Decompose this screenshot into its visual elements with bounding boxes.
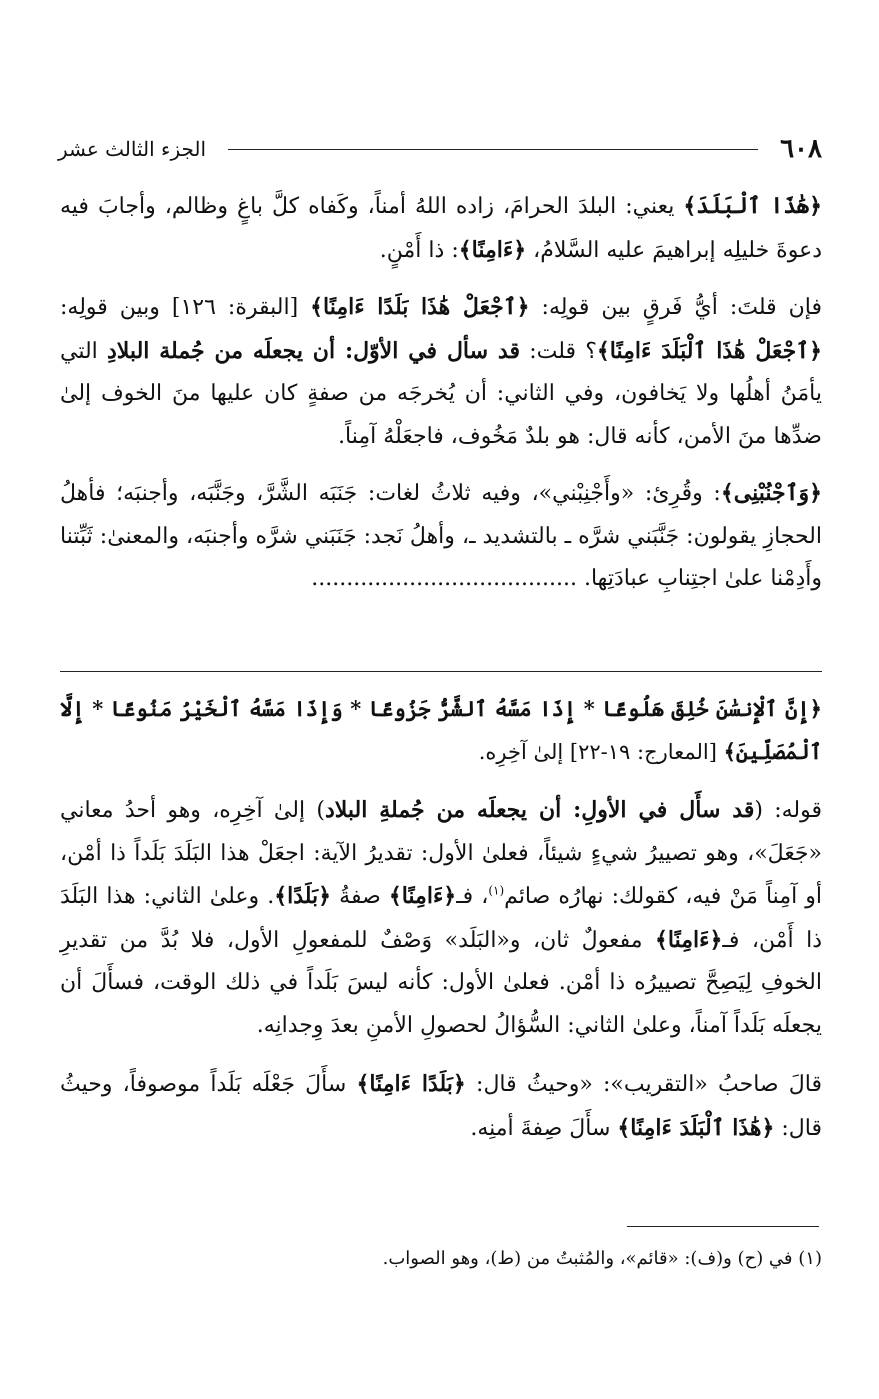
paragraph-text: صفةُ: [331, 884, 389, 909]
footnote-marker: (١): [488, 883, 505, 898]
paragraph-text: سأَلَ جَعْلَه بَلَداً موصوفاً، وحيثُ قال:: [60, 1072, 822, 1141]
main-paragraph-3: [60, 472, 822, 601]
main-paragraph-1: [60, 185, 822, 272]
paragraph-text: : وقُرِئ: «وأَجْنِبْني»، وفيه ثلاثُ لغات: جَنَبَه الشَّرَّ، وجَنَّبَه، وأجنبَه؛ فأهلُ الحجازِ يقولون: جَنَّبَني شرَّه ـ بالتشديد ـ، وأهلُ نَجد: جَنَبَني شرَّه وأجنبَه، والمعنىٰ: ثَبِّتنا وأَدِمْنا علىٰ اجتِنابِ عبادَتِها. ......................................: [60, 481, 822, 591]
paragraph-text: . وعلىٰ الثاني: هذا البَلَدَ ذا أَمْن، فـ: [60, 884, 822, 953]
paragraph-text: : ذا أَمْنٍ.: [379, 237, 459, 263]
paragraph-text: فإن قلتَ: أيُّ فَرقٍ بين قولِه:: [529, 295, 823, 320]
paragraph-text: ، فـ: [456, 884, 489, 909]
commentary-paragraph-2: [60, 1063, 822, 1150]
commentary-verse: [60, 688, 822, 773]
quran-quote: ﴿وَٱجْنُبْنِى﴾: [720, 480, 822, 506]
footnote-rule: [627, 1226, 819, 1227]
commentary: [60, 688, 822, 1150]
header-rule: [228, 149, 758, 150]
quran-quote: ﴿ءَامِنًا﴾: [388, 883, 457, 909]
paragraph-text: قالَ صاحبُ «التقريب»: «وحيثُ قال:: [465, 1072, 822, 1097]
quran-quote: ﴿ٱجْعَلْ هَٰذَا بَلَدًا ءَامِنًا﴾: [310, 294, 530, 320]
paragraph-text: سأَلَ صِفةَ أمنِه.: [470, 1115, 618, 1141]
quran-quote: ﴿هَٰذَا ٱلْبَلَدَ﴾: [683, 193, 822, 219]
quran-quote: ﴿إِنَّ ٱلْإِنسَٰنَ خُلِقَ هَلُوعًا * إِذَا مَسَّهُ ٱلشَّرُّ جَزُوعًا * وَإِذَا مَسَّهُ ٱلْخَيْرُ مَنُوعًا * إِلَّا ٱلْمُصَلِّينَ﴾: [60, 696, 822, 764]
quran-quote: ﴿ءَامِنًا﴾: [655, 926, 723, 953]
paragraph-text: [البقرة: ١٢٦] وبين قولِه:: [60, 295, 311, 320]
page-number: ٦٠٨: [780, 134, 822, 164]
main-paragraph-2: [60, 286, 822, 458]
footnote: (١) في (ح) و(ف): «قائم»، والمُثبتُ من (ط)، وهو الصواب.: [382, 1248, 822, 1269]
bold-phrase: قد سأل في الأوّل: أن يجعلَه من جُملة البلادِ: [107, 337, 520, 364]
paragraph-text: التي يأمَنُ أهلُها ولا يَخافون، وفي الثاني: أن يُخرجَه من صفةٍ كان عليها منَ الخوف إلىٰ ضدِّها منَ الأمن، كأنه قال: هو بلدٌ مَخُوف، فاجعَلْهُ آمِناً.: [60, 338, 822, 449]
quran-quote: ﴿ٱجْعَلْ هَٰذَا ٱلْبَلَدَ ءَامِنًا﴾: [596, 337, 822, 364]
paragraph-text: يعني: البلدَ الحرامَ، زاده اللهُ أمناً، وكَفاه كلَّ باغٍ وظالم، وأجابَ فيه دعوةَ خليلِه إبراهيمَ عليه السَّلامُ،: [60, 194, 822, 263]
quran-quote: ﴿ءَامِنًا﴾: [458, 236, 527, 263]
quran-quote: ﴿بَلَدًا﴾: [274, 883, 332, 909]
quran-quote: ﴿بَلَدًا ءَامِنًا﴾: [356, 1071, 466, 1097]
running-title: الجزء الثالث عشر: [58, 137, 207, 161]
paragraph-text: قوله: (: [754, 798, 823, 823]
commentary-paragraph-1: [60, 789, 822, 1047]
paragraph-text: ؟ قلت:: [520, 338, 597, 364]
quran-quote: ﴿هَٰذَا ٱلْبَلَدَ ءَامِنًا﴾: [617, 1114, 775, 1141]
paragraph-text: ) إلىٰ آخِرِه، وهو أحدُ معاني «جَعَلَ»، وهو تصييرُ شيءٍ شيئاً، فعلىٰ الأول: تقديرُ الآية: اجعَلْ هذا البَلَدَ بَلَداً ذا أمْن، أو آمِناً مَنْ فيه، كقولك: نهارُه صائم: [60, 798, 823, 909]
verse-reference: [المعارج: ١٩-٢٢] إلىٰ آخِرِه.: [478, 739, 724, 764]
commentary-separator: [60, 671, 822, 672]
main-text: [60, 185, 822, 601]
page-header: [58, 127, 822, 171]
paragraph-text: مفعولٌ ثان، و«البَلَد» وَصْفٌ للمفعولِ الأول، فلا بُدَّ من تقديرِ الخوفِ لِيَصِحَّ تصييرُه ذا أمْن. فعلىٰ الأول: كأنه ليسَ بَلَداً في ذلك الوقت، فسأَلَ أن يجعلَه بَلَداً آمناً، وعلىٰ الثاني: السُّؤالُ لحصولِ الأمنِ بعدَ وِجدانِه.: [60, 927, 822, 1038]
bold-phrase: قد سأَل في الأولِ: أن يجعلَه من جُملةِ البلاد: [324, 797, 755, 823]
